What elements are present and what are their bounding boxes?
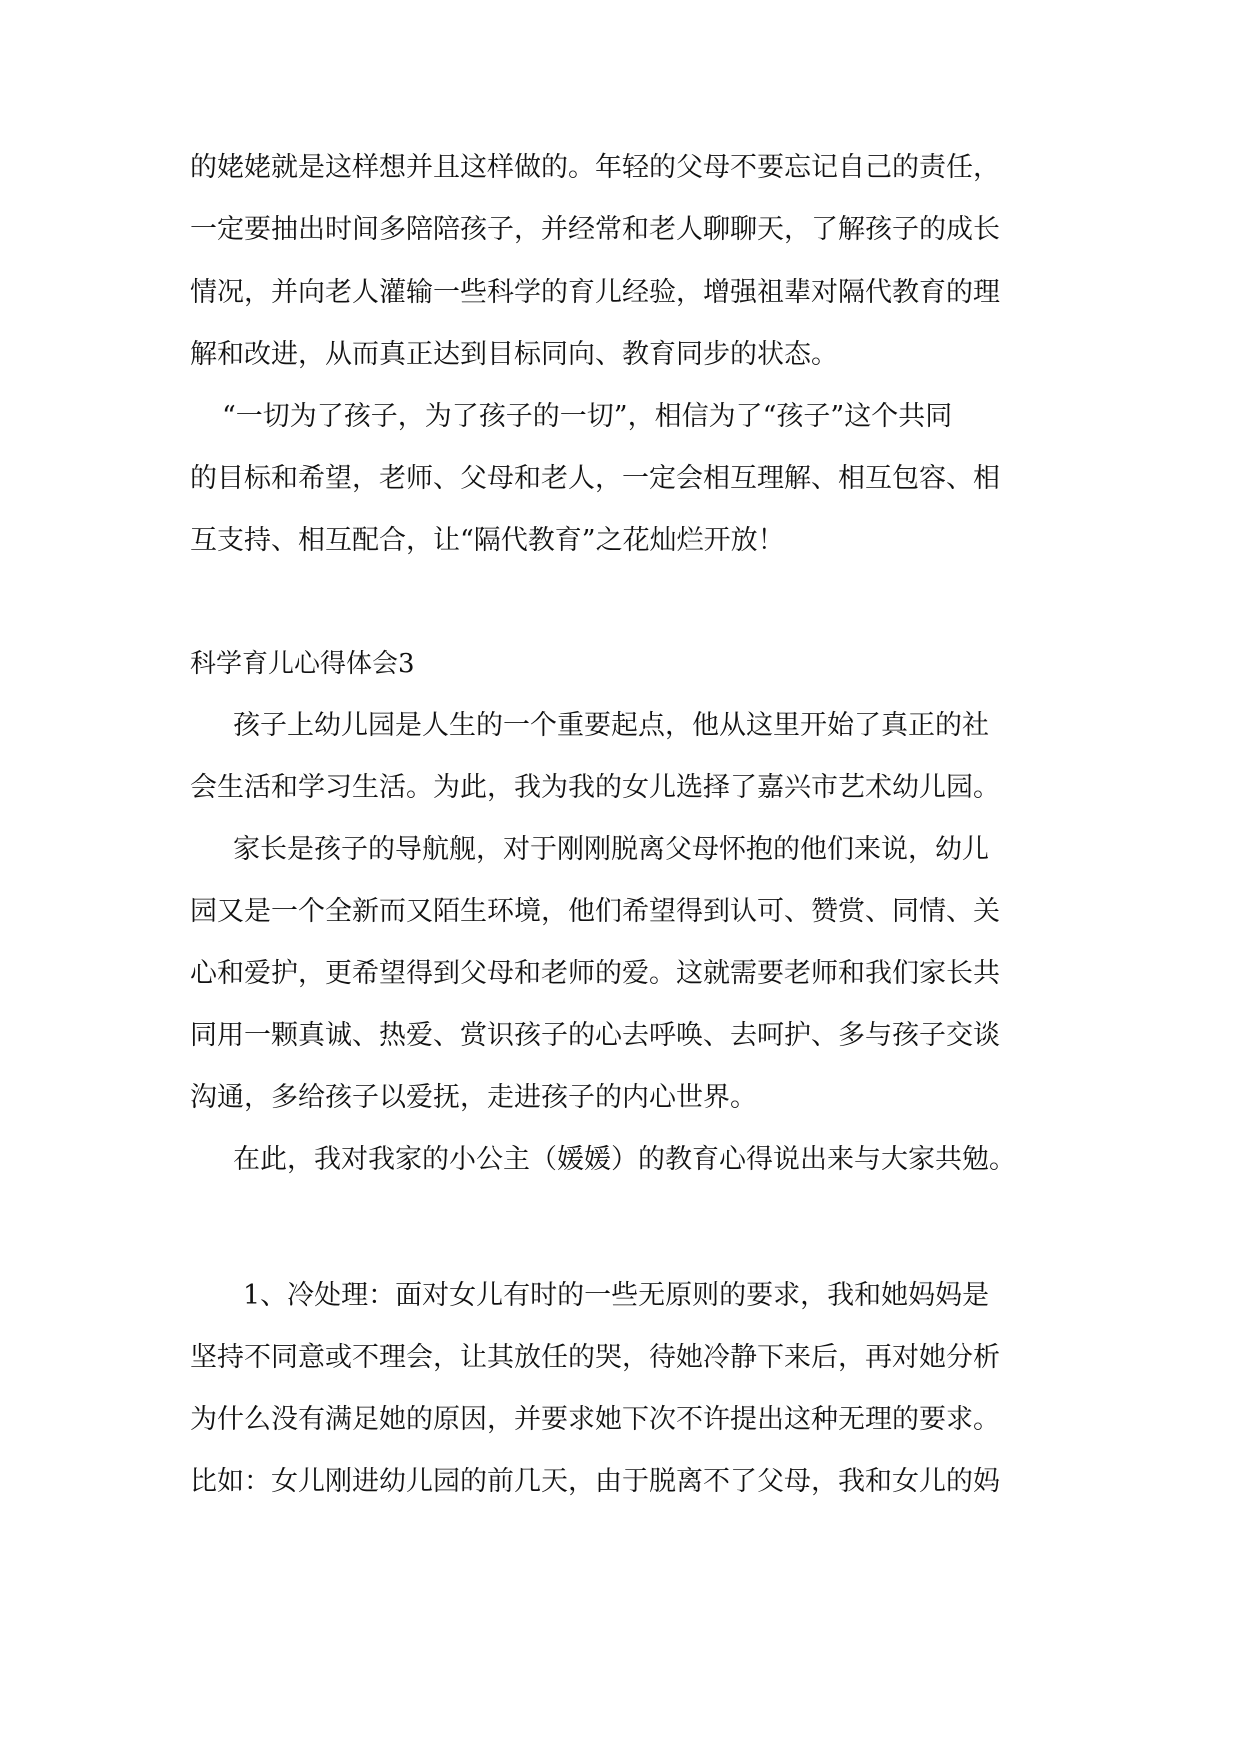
paragraph-line: 互支持、相互配合，让“隔代教育”之花灿烂开放！ (190, 525, 785, 556)
list-item-line: 1、冷处理：面对女儿有时的一些无原则的要求，我和她妈妈是 (243, 1280, 990, 1311)
paragraph-line: 园又是一个全新而又陌生环境，他们希望得到认可、赞赏、同情、关 (190, 896, 1000, 927)
paragraph-line: 解和改进，从而真正达到目标同向、教育同步的状态。 (190, 339, 838, 370)
section-heading: 科学育儿心得体会3 (190, 649, 415, 679)
paragraph-line: 一定要抽出时间多陪陪孩子，并经常和老人聊聊天，了解孩子的成长 (190, 214, 1000, 245)
paragraph-line: 的目标和希望，老师、父母和老人，一定会相互理解、相互包容、相 (190, 463, 1000, 494)
paragraph-line: “一切为了孩子，为了孩子的一切”，相信为了“孩子”这个共同 (222, 401, 953, 432)
paragraph-line: 坚持不同意或不理会，让其放任的哭，待她冷静下来后，再对她分析 (190, 1342, 1000, 1373)
paragraph-line: 情况，并向老人灌输一些科学的育儿经验，增强祖辈对隔代教育的理 (190, 277, 1000, 308)
paragraph-line: 心和爱护，更希望得到父母和老师的爱。这就需要老师和我们家长共 (190, 958, 1000, 989)
paragraph-line: 的姥姥就是这样想并且这样做的。年轻的父母不要忘记自己的责任， (190, 152, 1000, 183)
paragraph-line: 孩子上幼儿园是人生的一个重要起点，他从这里开始了真正的社 (233, 710, 989, 741)
paragraph-line: 为什么没有满足她的原因，并要求她下次不许提出这种无理的要求。 (190, 1404, 1000, 1435)
paragraph-line: 会生活和学习生活。为此，我为我的女儿选择了嘉兴市艺术幼儿园。 (190, 772, 1000, 803)
paragraph-line: 比如：女儿刚进幼儿园的前几天，由于脱离不了父母，我和女儿的妈 (190, 1466, 1000, 1497)
paragraph-line: 在此，我对我家的小公主（媛媛）的教育心得说出来与大家共勉。 (233, 1144, 1016, 1175)
paragraph-line: 家长是孩子的导航舰，对于刚刚脱离父母怀抱的他们来说，幼儿 (233, 834, 989, 865)
paragraph-line: 同用一颗真诚、热爱、赏识孩子的心去呼唤、去呵护、多与孩子交谈 (190, 1020, 1000, 1051)
paragraph-line: 沟通，多给孩子以爱抚，走进孩子的内心世界。 (190, 1082, 757, 1113)
